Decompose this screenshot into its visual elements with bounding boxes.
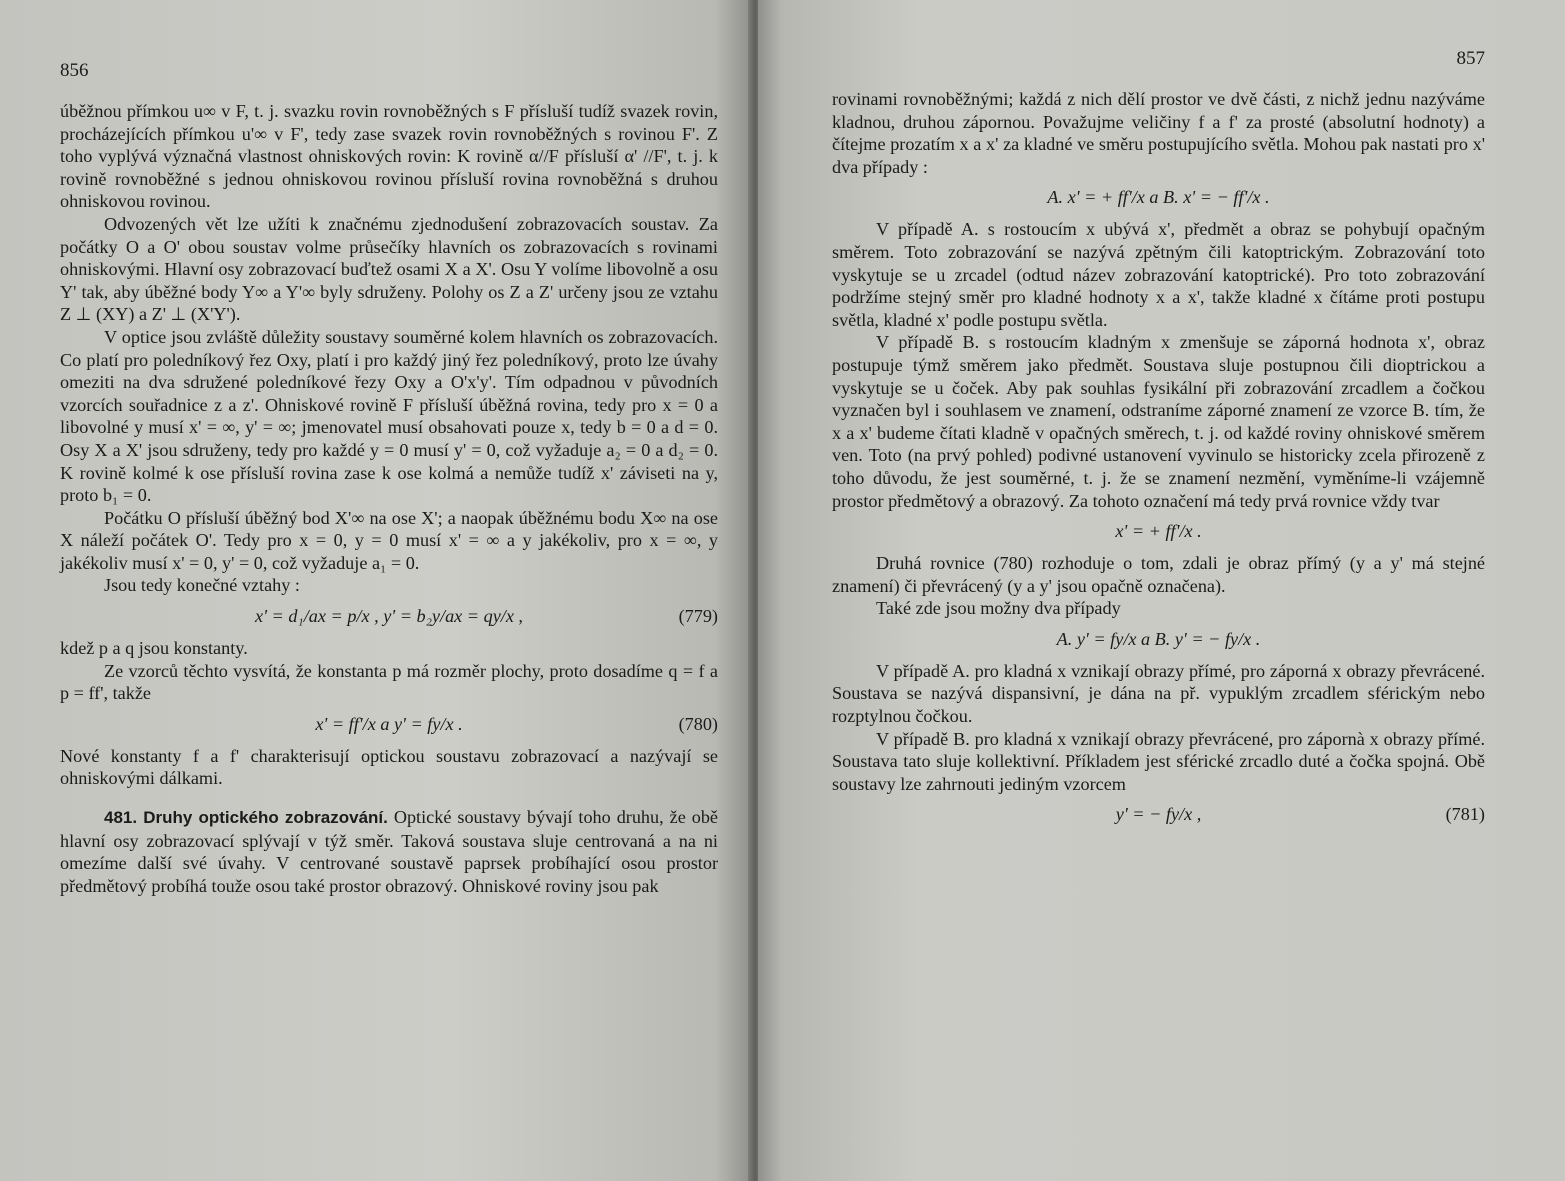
equation-body: A. y' = fy/x a B. y' = − fy/x . — [1056, 628, 1261, 649]
equation-body: x' = d₁/ax = p/x , y' = b₂y/ax = qy/x , — [255, 606, 523, 627]
page-number-right: 857 — [1456, 48, 1485, 69]
equation-body: A. x' = + ff'/x a B. x' = − ff'/x . — [1047, 187, 1270, 208]
paragraph: Také zde jsou možny dva případy — [876, 598, 1121, 619]
paragraph: V případě B. s rostoucím kladným x zmenšuje se záporná hodnota x', obraz postupuje týmž směrem jako předmět. Soustava sluje postupnou čili dioptrickou a vyskytuje se u čoček. Aby pak souhlas fysikální při zobrazování zrcadlem a čočkou vyznačen byl i souhlasem ve znamení, odstraníme záporné znamení ze vzorce B. tím, že x a x' budeme čítati kladně v opačných směrech, t. j. od každé roviny ohniskové směrem ven. Toto (na prvý pohled) podivné ustanovení vyvinulo se historicky zcela přirozeně z toho důvodu, že jest souměrné, t. j. že se znamení nezmění, vyměníme-li vzájemně prostor předmětový a obrazový. Za tohoto označení má tedy prvá rovnice vždy tvar — [832, 332, 1485, 511]
equation-number: (780) — [678, 713, 718, 734]
left-page — [0, 0, 752, 1181]
paragraph: Odvozených vět lze užíti k značnému zjednodušení zobrazovacích soustav. Za počátky O a O' obou soustav volme průsečíky hlavních os zobrazovacích s rovinami ohniskovými. Hlavní osy zobrazovací buďtež osami X a X'. Osu Y volíme libovolně a osu Y' tak, aby úběžné body Y∞ a Y'∞ byly sdruženy. Polohy os Z a Z' určeny jsou ze vztahu Z ⊥ (XY) a Z' ⊥ (X'Y'). — [60, 213, 718, 325]
paragraph: kdež p a q jsou konstanty. — [60, 638, 248, 659]
paragraph: Druhá rovnice (780) rozhoduje o tom, zdali je obraz přímý (y a y' má stejné znamení) či převrácený (y a y' jsou opačně označena). — [832, 553, 1485, 596]
paragraph: Jsou tedy konečné vztahy : — [104, 575, 300, 596]
paragraph: V optice jsou zvláště důležity soustavy souměrné kolem hlavních os zobrazovacích. Co platí pro poledníkový řez Oxy, platí i pro každý jiný řez poledníkový, proto lze úvahy omeziti na dva sdružené poledníkové řezy Oxy a O'x'y'. Tím odpadnou v původních vzorcích souřadnice z a z'. Ohniskové rovině F přísluší úběžná rovina, tedy pro x = 0 a libovolné y musí x' = ∞, y' = ∞; jmenovatel musí obsahovati pouze x, tedy b = 0 a d = 0. Osy X a X' jsou sdruženy, tedy pro každé y = 0 musí y' = 0, což vyžaduje a₂ = 0 a d₂ = 0. K rovině kolmé k ose přísluší rovina zase k ose kolmá a nemůže tudíž x' záviseti na y, proto b₁ = 0. — [60, 326, 718, 506]
equation-781 — [832, 803, 1485, 825]
right-page — [758, 0, 1565, 1181]
page-number-left: 856 — [60, 60, 89, 81]
paragraph: V případě A. s rostoucím x ubývá x', předmět a obraz se pohybují opačným směrem. Toto zobrazování se nazývá zpětným čili katoptrickým. Zobrazování toto vyskytuje se u zrcadel (odtud název zobrazování katoptrické). Pro toto zobrazování podržíme stejný směr pro kladné hodnoty x a x', takže kladné x čítáme proti postupu světla, kladné x' podle postupu světla. — [832, 219, 1485, 330]
equation-number: (779) — [678, 606, 718, 627]
section-heading: 481. Druhy optického zobrazování. — [104, 808, 388, 828]
equation-number: (781) — [1445, 804, 1485, 825]
paragraph: V případě B. pro kladná x vznikají obrazy převrácené, pro zápornà x obrazy přímé. Soustava tato sluje kollektivní. Příkladem jest sférické zrcadlo duté a čočka spojná. Obě soustavy lze zahrnouti jediným vzorcem — [832, 728, 1485, 794]
equation-780 — [60, 713, 718, 735]
equation-body: x' = + ff'/x . — [1115, 521, 1202, 542]
equation-cases-x — [832, 186, 1485, 208]
section-paragraph — [60, 806, 718, 897]
paragraph: Počátku O přísluší úběžný bod X'∞ na ose X'; a naopak úběžnému bodu X∞ na ose X náleží počátek O'. Tedy pro x = 0, y = 0 musí x' = ∞ a y jakékoliv, pro x = ∞, y jakékoliv musí x' = 0, y' = 0, což vyžaduje a₁ = 0. — [60, 507, 718, 573]
equation-body: y' = − fy/x , — [1115, 804, 1202, 825]
paragraph: úběžnou přímkou u∞ v F, t. j. svazku rovin rovnoběžných s F přísluší tudíž svazek rovin, procházejících přímkou u'∞ v F', tedy zase svazek rovin rovnoběžných s rovinou F'. Z toho vyplývá význačná vlastnost ohniskových rovin: K rovině α//F přísluší α' //F', t. j. k rovině rovnoběžné s jednou ohniskovou rovinou přísluší rovina rovnoběžná s druhou ohniskovou rovinou. — [60, 101, 718, 212]
paragraph: rovinami rovnoběžnými; každá z nich dělí prostor ve dvě části, z nichž jednu nazýváme kladnou, druhou zápornou. Považujme veličiny f a f' za prosté (absolutní hodnoty) a čítejme prozatím x a x' za kladné ve směru postupujícího světla. Mohou pak nastati pro x' dva případy : — [832, 89, 1485, 177]
equation-cases-y — [832, 628, 1485, 650]
paragraph: V případě A. pro kladná x vznikají obrazy přímé, pro záporná x obrazy převrácené. Soustava se nazývá dispansivní, je dána na př. vypuklým zrcadlem sférickým nebo rozptylnou čočkou. — [832, 660, 1485, 727]
section-text: Optické soustavy bývají toho druhu, že obě hlavní osy zobrazovací splývají v týž směr. Taková soustava sluje centrovaná a na ni omezíme další své úvahy. V centrované soustavě paprsek probíhající osou prostor předmětový probíhá touže osou také prostor obrazový. Ohniskové roviny jsou pak — [60, 807, 718, 896]
equation-779 — [60, 605, 718, 627]
paragraph: Nové konstanty f a f' charakterisují optickou soustavu zobrazovací a nazývají se ohniskovými dálkami. — [60, 745, 718, 789]
paragraph: Ze vzorců těchto vysvítá, že konstanta p má rozměr plochy, proto dosadíme q = f a p = ff', takže — [60, 660, 718, 704]
equation-body: x' = ff'/x a y' = fy/x . — [315, 713, 463, 734]
equation-single — [832, 520, 1485, 542]
